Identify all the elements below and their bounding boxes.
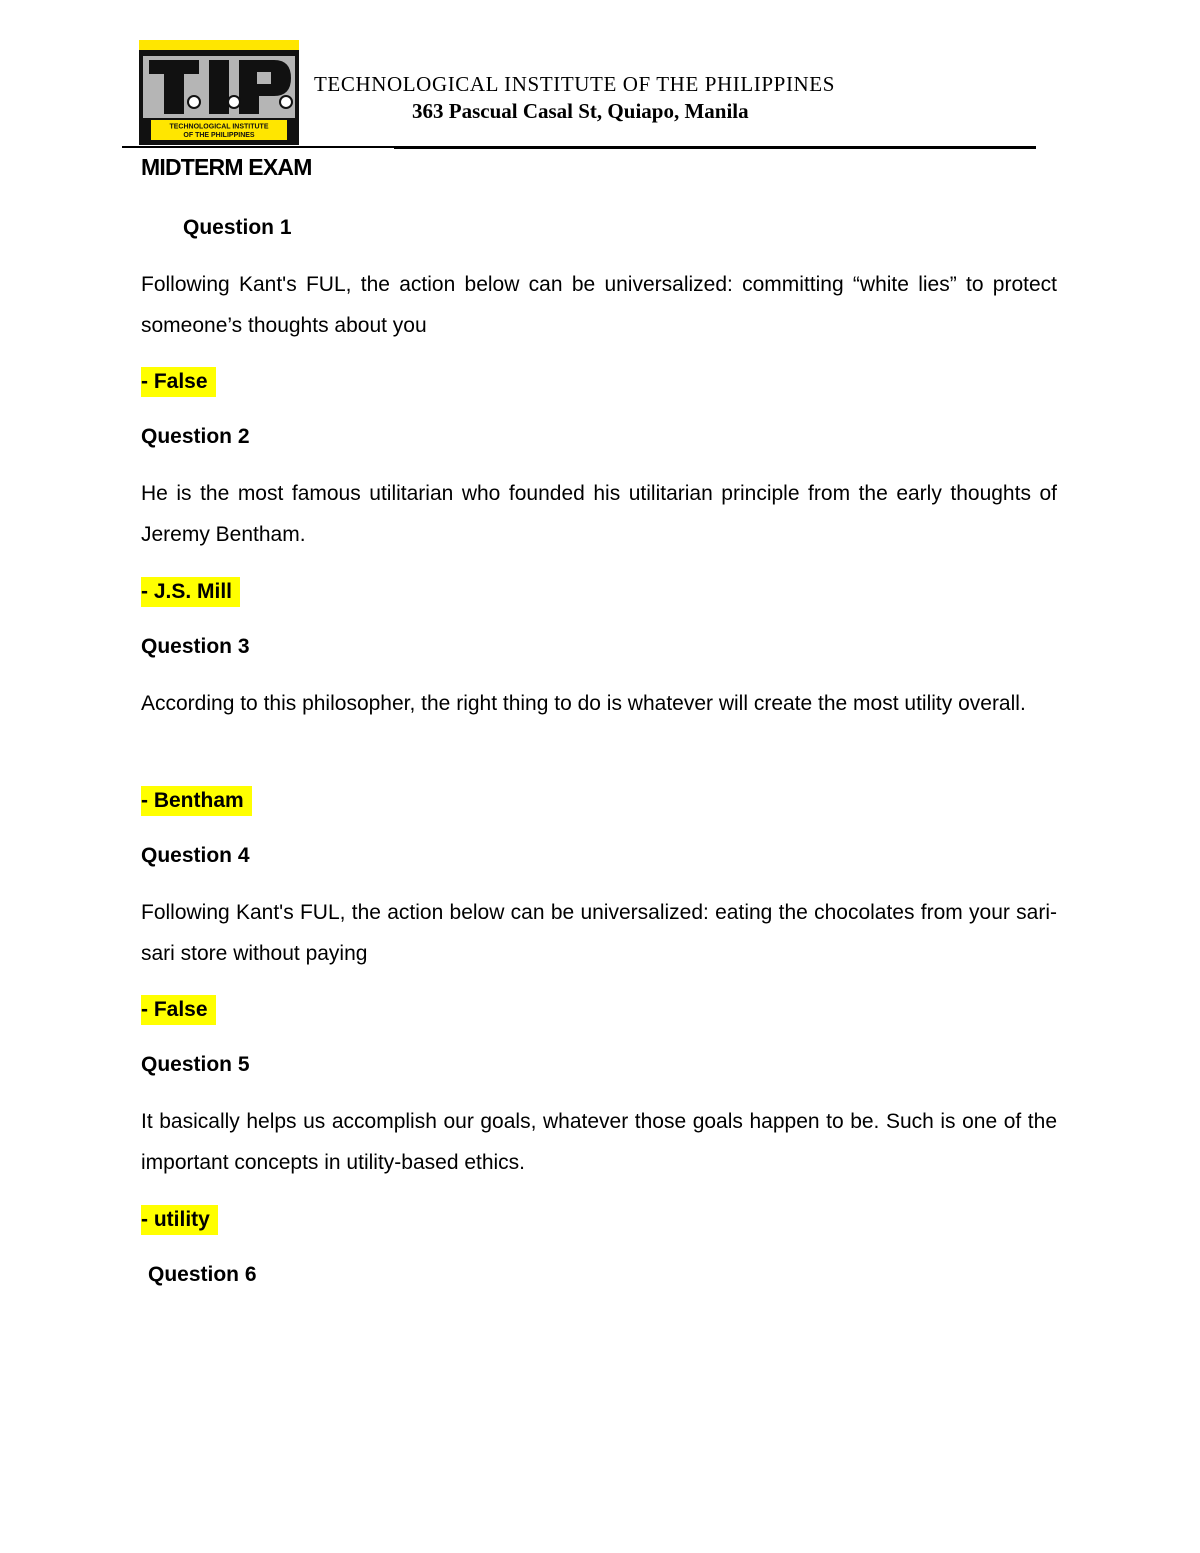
logo-subtext-line1: TECHNOLOGICAL INSTITUTE (169, 123, 269, 131)
institution-address: 363 Pascual Casal St, Quiapo, Manila (412, 99, 749, 123)
header-divider-left (122, 146, 394, 148)
tip-logo (139, 40, 299, 145)
question-4-answer: - False (141, 995, 216, 1025)
question-3-heading: Question 3 (141, 635, 250, 658)
question-2-heading: Question 2 (141, 425, 250, 448)
header-divider-right (394, 146, 1036, 149)
question-1-heading: Question 1 (183, 216, 292, 239)
question-5-answer: - utility (141, 1205, 218, 1235)
question-3-text: According to this philosopher, the right thing to do is whatever will create the most utility overall. (141, 692, 1026, 715)
logo-subtext-line2: OF THE PHILIPPINES (183, 132, 255, 139)
institution-name: TECHNOLOGICAL INSTITUTE OF THE PHILIPPINES (314, 72, 836, 96)
question-1-text: Following Kant's FUL, the action below can be universalized: committing “white lies” to protect someone’s thoughts about you (141, 273, 1057, 337)
question-6-heading: Question 6 (148, 1263, 257, 1286)
question-2-text: He is the most famous utilitarian who founded his utilitarian principle from the early thoughts of Jeremy Bentham. (141, 482, 1057, 546)
question-3-answer: - Bentham (141, 786, 252, 816)
question-5-text: It basically helps us accomplish our goals, whatever those goals happen to be. Such is one of the important concepts in utility-based ethics. (141, 1110, 1057, 1174)
question-5-heading: Question 5 (141, 1053, 250, 1076)
question-4-text: Following Kant's FUL, the action below can be universalized: eating the chocolates from your sari-sari store without paying (141, 901, 1057, 965)
question-4-heading: Question 4 (141, 844, 250, 867)
question-1-answer: - False (141, 367, 216, 397)
exam-title: MIDTERM EXAM (141, 154, 312, 180)
question-2-answer: - J.S. Mill (141, 577, 240, 607)
